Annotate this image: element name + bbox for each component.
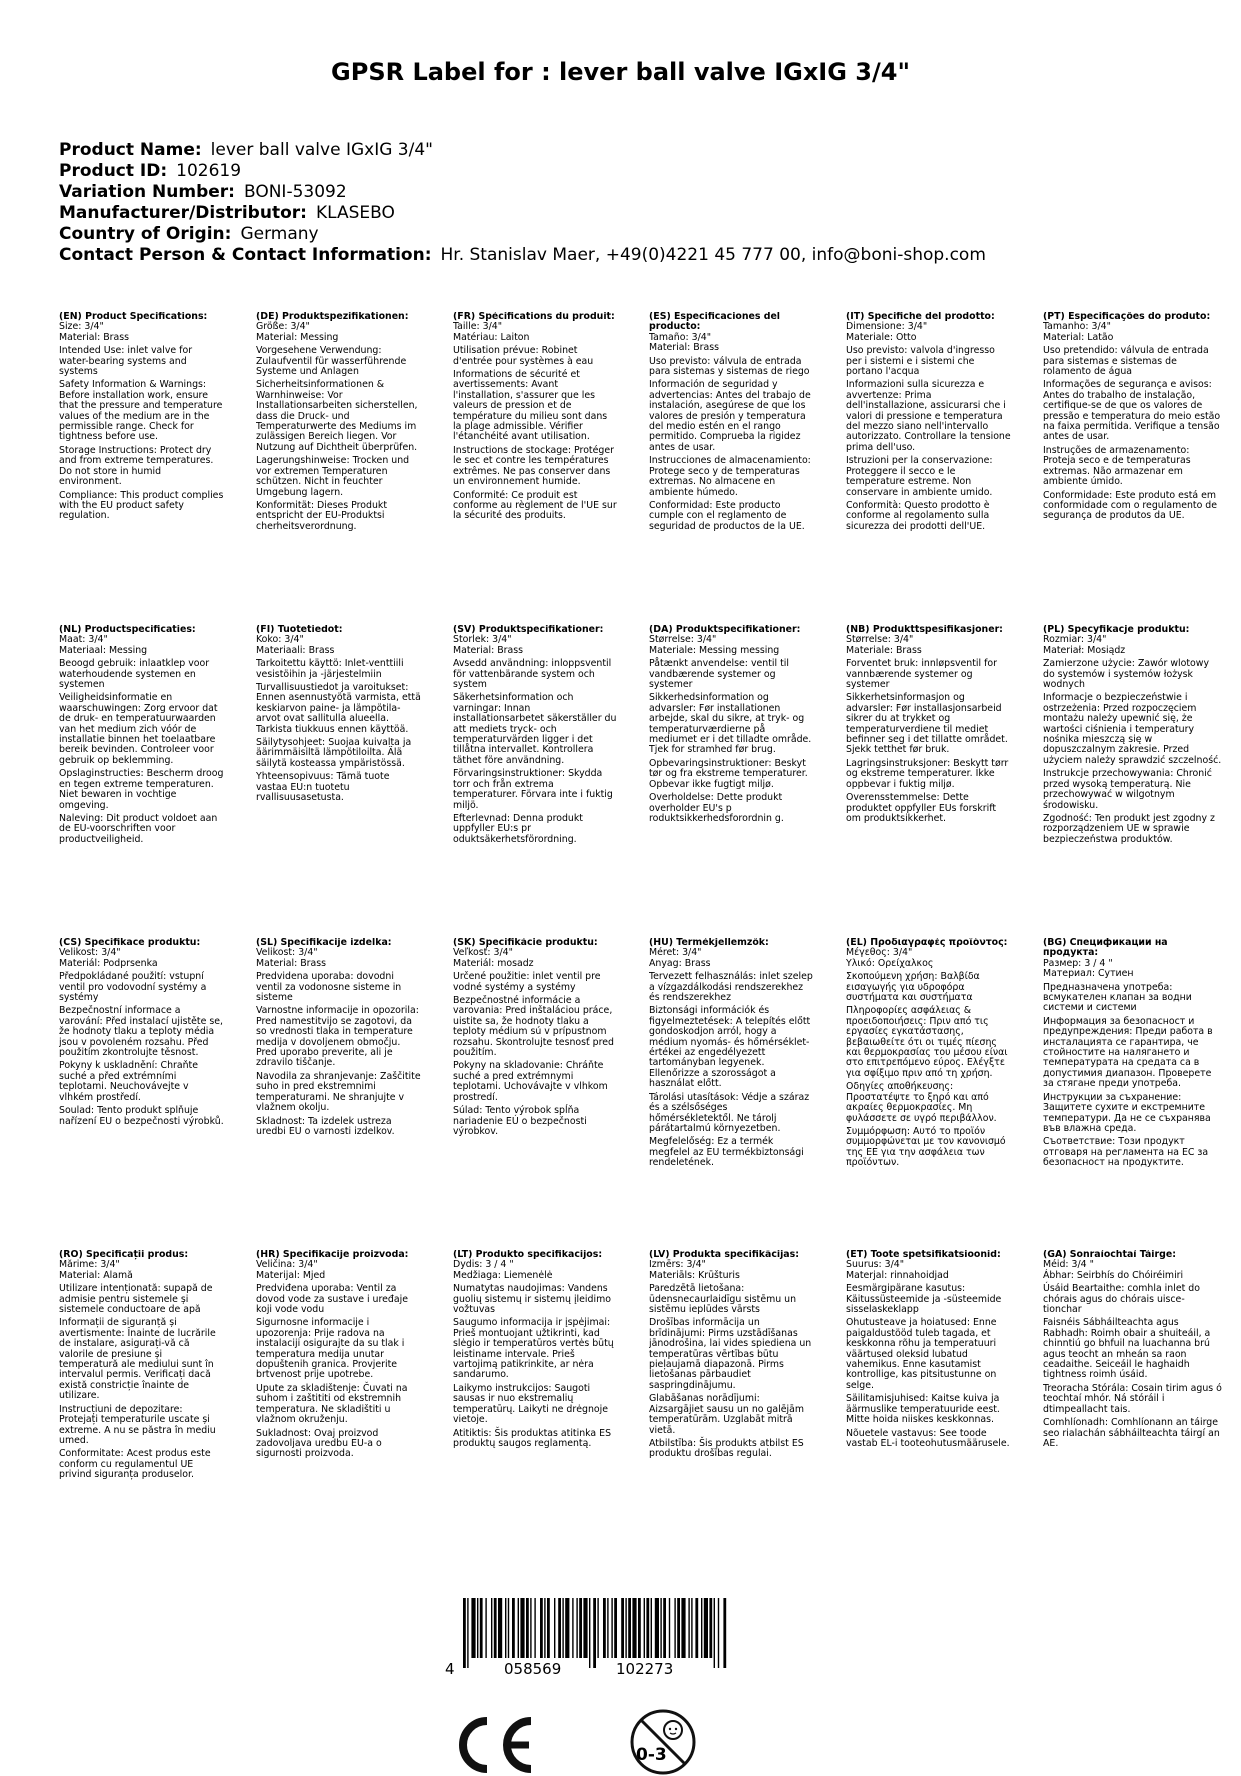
spec-line: Informações de segurança e avisos: Antes do trabalho de instalação, certifique-se de que os valores de pressão e temperatura do meio estão na faixa permitida. Verifique a tensão antes de usar. <box>1043 379 1221 443</box>
spec-line: Πληροφορίες ασφάλειας & προειδοποιήσεις: Πριν από τις εργασίες εγκατάστασης, βεβαιωθείτε ότι οι τιμές πίεσης και θερμοκρασίας του μέσου είναι στο επιτρεπόμενο εύρος. Ελέγξτε για σφίξιμο πριν από τη χρήση. <box>846 1005 1008 1079</box>
spec-line: Forventet bruk: innløpsventil for vannbærende systemer og systemer <box>846 658 997 691</box>
spec-line: Predviđena uporaba: Ventil za dovod vode za sustave i uređaje koji vode vodu <box>256 1283 408 1316</box>
spec-line: Instruções de armazenamento: Proteja seco e de temperaturas extremas. Não armazenar em ambiente úmido. <box>1043 444 1191 488</box>
spec-line: Předpokládané použití: vstupní ventil pro vodovodní systémy a systémy <box>59 971 207 1004</box>
info-row <box>59 245 1199 266</box>
info-label: Product Name: <box>59 140 202 160</box>
spec-line: Turvallisuustiedot ja varoitukset: Ennen asennustyötä varmista, että keskiarvon paine- ja lämpötila-arvot ovat sallitulla alueella. Tarkista tiukkuus ennen käyttöä. <box>256 682 421 735</box>
spec-line: Material: Brass <box>649 342 720 354</box>
spec-block <box>453 938 618 1238</box>
spec-line: Påtænkt anvendelse: ventil til vandbærende systemer og systemer <box>649 658 789 691</box>
spec-block-header: (NB) Produkttspesifikasjoner: <box>846 625 1003 635</box>
spec-line: Varnostne informacije in opozorila: Pred namestitvijo se zagotovi, da so vrednosti tlaka in temperature medija v dovoljenem območju. Pred uporabo preverite, ali je zdravilo tiščanje. <box>256 1005 419 1069</box>
spec-block <box>846 938 1011 1238</box>
spec-line: Veiligheidsinformatie en waarschuwingen: Zorg ervoor dat de druk- en temperatuurwaarden van het medium zich vóór de installatie binnen het toelaatbare bereik bevinden. Controleer voor gebruik op beklemming. <box>59 692 218 766</box>
spec-line: Koko: 3/4" <box>256 634 304 646</box>
spec-line: Conformité: Ce produit est conforme au règlement de l'UE sur la sécurité des produits. <box>453 489 617 522</box>
spec-block <box>1043 1250 1223 1550</box>
barcode-digits-right: 102273 <box>616 1660 674 1678</box>
barcode-bar <box>505 1598 506 1658</box>
spec-line: Súlad: Tento výrobok spĺňa nariadenie EÚ o bezpečnosti výrobkov. <box>453 1105 587 1137</box>
spec-line: Avsedd användning: inloppsventil för vattenbärande system och system <box>453 658 612 691</box>
spec-line: Utilisation prévue: Robinet d'entrée pour systèmes à eau <box>453 345 594 367</box>
spec-block-header: (EL) Προδιαγραφές προϊόντος: <box>846 938 1008 948</box>
barcode-bar <box>530 1598 531 1658</box>
barcode-bar <box>723 1598 726 1668</box>
barcode-bar <box>681 1598 685 1658</box>
spec-line: Rozmiar: 3/4" <box>1043 634 1107 646</box>
barcode-bar <box>480 1598 483 1658</box>
spec-line: Instrucciones de almacenamiento: Protege seco y de temperaturas extremas. No almacene en ambiente húmedo. <box>649 455 811 498</box>
spec-line: Instructions de stockage: Protéger le sec et contre les températures extrêmes. Ne pas conserver dans un environnement humide. <box>453 444 614 488</box>
spec-line: Méret: 3/4" <box>649 947 702 959</box>
spec-line: Eesmärgipärane kasutus: Käitussüsteemide ja -süsteemide sisselaskeklapp <box>846 1283 1002 1316</box>
spec-line: Drošības informācija un brīdinājumi: Pirms uzstādīšanas jānodrošina, lai vides spiediena un temperatūras vērtības būtu pieļaujamā diapazonā. Pirms lietošanas pārbaudiet saspringdinājumu. <box>649 1317 812 1391</box>
spec-line: Treoracha Stórála: Cosain tirim agus ó teochtaí mhór. Ná stóráil i dtimpeallacht tais. <box>1043 1382 1222 1415</box>
spec-line: Säkerhetsinformation och varningar: Innan installationsarbetet säkerställer du att mediets tryck- och temperaturvärden ligger i det tillåtna intervallet. Kontrollera täthet före användning. <box>453 692 617 766</box>
spec-line: Materijal: Mjed <box>256 1269 326 1281</box>
spec-line: Navodila za shranjevanje: Zaščitite suho in pred ekstremnimi temperaturami. Ne shranjujte v vlažnem okolju. <box>256 1070 421 1114</box>
spec-line: Pokyny k uskladnění: Chraňte suché a před extrémními teplotami. Neuchovávejte v vlhkém prostředí. <box>59 1060 198 1103</box>
spec-line: Bezpečnostní informace a varování: Před instalací ujistěte se, že hodnoty tlaku a teploty média jsou v povoleném rozsahu. Před použitím zkontrolujte těsnost. <box>59 1005 223 1059</box>
spec-line: Efterlevnad: Denna produkt uppfyller EU:s pr oduktsäkerhetsförordning. <box>453 812 583 845</box>
barcode-bar <box>644 1598 645 1658</box>
spec-line: Sicherheitsinformationen & Warnhinweise: Vor Installationsarbeiten sicherstellen, dass die Druck- und Temperaturwerte des Mediums im zulässigen Bereich liegen. Vor Nutzung auf Dichtheit überprüfen. <box>256 379 418 453</box>
spec-block-header: (HR) Specifikacije proizvoda: <box>256 1250 409 1260</box>
barcode-bar <box>701 1598 702 1658</box>
spec-line: Dimensione: 3/4" <box>846 321 928 333</box>
spec-line: Uso previsto: válvula de entrada para sistemas y sistemas de riego <box>649 355 810 378</box>
spec-block <box>846 1250 1011 1550</box>
spec-line: Инструкции за съхранение: Защитете сухите и екстремните температури. Да не се съхранява във влажна среда. <box>1043 1091 1211 1134</box>
spec-line: Instrukcje przechowywania: Chronić przed wysoką temperaturą. Nie przechowywać w wilgotnym środowisku. <box>1043 768 1212 811</box>
barcode-bar <box>520 1598 524 1658</box>
barcode-bar <box>691 1598 692 1658</box>
barcode-bar <box>485 1598 486 1658</box>
info-value: lever ball valve IGxIG 3/4" <box>210 140 433 160</box>
spec-line: Bezpečnostné informácie a varovania: Pred inštaláciou práce, uistite sa, že hodnoty tlaku a teploty médium sú v prípustnom rozsahu. Skontrolujte tesnosť pred použitím. <box>453 995 614 1059</box>
spec-line: Soulad: Tento produkt splňuje nařízení EU o bezpečnosti výrobků. <box>59 1105 224 1127</box>
spec-line: Materiale: Messing messing <box>649 644 780 656</box>
spec-line: Veličina: 3/4" <box>256 1259 318 1271</box>
spec-block-header: (DA) Produktspecifikationer: <box>649 625 801 635</box>
spec-line: Σκοπούμενη χρήση: Βαλβίδα εισαγωγής για υδροφόρα συστήματα και συστήματα <box>846 971 980 1004</box>
spec-line: Opslaginstructies: Bescherm droog en tegen extreme temperaturen. Niet bewaren in vochtige omgeving. <box>59 768 224 811</box>
spec-line: Sikkerhedsinformation og advarsler: Før installationen arbejde, skal du sikre, at tryk- og temperaturværdierne på mediumet er i det tilladte område. Tjek for stramhed før brug. <box>649 692 812 756</box>
spec-line: Materiale: Brass <box>846 644 922 656</box>
spec-block-header: (BG) Спецификации на продукта: <box>1043 938 1168 959</box>
barcode-bar <box>477 1598 478 1658</box>
barcode-bar <box>544 1598 545 1658</box>
spec-block-header: (EN) Product Specifications: <box>59 312 208 322</box>
spec-line: Paredzētā lietošana: ūdensnecaurlaidīgu sistēmu un sistēmu ieplūdes vārsts <box>649 1283 797 1316</box>
spec-line: Mărime: 3/4" <box>59 1259 120 1271</box>
spec-line: Conformitate: Acest produs este conform cu regulamentul UE privind siguranța produselor. <box>59 1448 211 1481</box>
barcode-bar <box>660 1598 661 1658</box>
spec-line: Materiał: Mosiądz <box>1043 644 1126 656</box>
spec-line: Numatytas naudojimas: Vandens guolių sistemų ir sistemų įleidimo vožtuvas <box>453 1283 611 1316</box>
spec-line: Istruzioni per la conservazione: Proteggere il secco e le temperature estreme. Non conservare in ambiente umido. <box>846 455 993 498</box>
spec-line: Biztonsági információk és figyelmeztetések: A telepítés előtt gondoskodjon arról, hogy a médium nyomás- és hőmérséklet-értékei az engedélyezett tartományban legyenek. Ellenőrizze a szorosságot a használat előtt. <box>649 1005 811 1090</box>
spec-block-header: (SK) Špecifikácie produktu: <box>453 938 598 948</box>
spec-line: Съответствие: Този продукт отговаря на регламента на ЕС за безопасност на продуктите. <box>1043 1136 1209 1169</box>
barcode-bar <box>467 1598 468 1668</box>
spec-line: Предназначена употреба: всмукателен клапан за водни системи и системи <box>1043 981 1192 1014</box>
spec-line: Informazioni sulla sicurezza e avvertenze: Prima dell'installazione, assicurarsi che i valori di pressione e temperatura del mezzo siano nell'intervallo autorizzato. Controllare la tensione prima dell'uso. <box>846 379 1011 453</box>
spec-block-header: (ET) Toote spetsifikatsioonid: <box>846 1250 1001 1260</box>
spec-line: Overholdelse: Dette produkt overholder EU's p roduktsikkerhedsforordnin g. <box>649 792 784 824</box>
barcode-bar <box>677 1598 680 1658</box>
spec-line: Zamierzone użycie: Zawór wlotowy do systemów i systemów łożysk wodnych <box>1043 658 1209 691</box>
spec-block <box>256 1250 421 1550</box>
barcode-bar <box>583 1598 587 1658</box>
barcode-bar <box>688 1598 689 1658</box>
spec-line: Beoogd gebruik: inlaatklep voor waterhoudende systemen en systemen <box>59 658 210 691</box>
spec-line: Säilitamisjuhised: Kaitse kuiva ja äärmuslike temperatuuride eest. Mitte hoida niiskes keskkonnas. <box>846 1393 1000 1426</box>
barcode-bars <box>463 1598 726 1668</box>
spec-line: Informacje o bezpieczeństwie i ostrzeżenia: Przed rozpoczęciem montażu należy upewnić się, że wartości ciśnienia i temperatury nośnika mieszczą się w dopuszczalnym zakresie. Przed użyciem należy sprawdzić szczelność. <box>1043 692 1222 766</box>
spec-block <box>453 625 618 925</box>
spec-line: Atitiktis: Šis produktas atitinka ES produktų saugos reglamentą. <box>453 1427 612 1449</box>
barcode-bar <box>674 1598 675 1658</box>
spec-line: Tervezett felhasználás: inlet szelep a vízgazdálkodási rendszerekhez és rendszerekhez <box>649 971 813 1004</box>
spec-line: Compliance: This product complies with the EU product safety regulation. <box>59 489 224 522</box>
spec-block-header: (SV) Produktspecifikationer: <box>453 625 604 635</box>
barcode-bar <box>646 1598 649 1658</box>
spec-line: Ohutusteave ja hoiatused: Enne paigaldustööd tuleb tagada, et keskkonna rõhu ja temperatuuri väärtused oleksid lubatud vahemikus. Enne kasutamist kontrollige, kas pitsitustunne on selge. <box>846 1317 997 1391</box>
spec-line: Zgodność: Ten produkt jest zgodny z rozporządzeniem UE w sprawie bezpieczeństwa produktów. <box>1043 812 1215 845</box>
barcode-bar <box>718 1598 719 1668</box>
spec-line: Size: 3/4" <box>59 321 104 333</box>
barcode-bar <box>597 1598 598 1658</box>
spec-block <box>846 625 1011 925</box>
page-title: GPSR Label for : lever ball valve IGxIG 3/4" <box>331 58 910 86</box>
spec-line: Taille: 3/4" <box>453 321 503 333</box>
spec-line: Velikost: 3/4" <box>256 947 318 959</box>
spec-line: Размер: 3 / 4 " <box>1043 957 1113 969</box>
spec-line: Größe: 3/4" <box>256 321 310 333</box>
barcode-bar <box>638 1598 641 1658</box>
spec-line: Naleving: Dit product voldoet aan de EU-voorschriften voor productveiligheid. <box>59 812 218 845</box>
spec-block <box>649 312 814 612</box>
info-label: Manufacturer/Distributor: <box>59 203 307 223</box>
spec-line: Vorgesehene Verwendung: Zulaufventil für wasserführende Systeme und Anlagen <box>256 345 407 378</box>
spec-line: Megfelelőség: Ez a termék megfelel az EU termékbiztonsági rendeletének. <box>649 1136 804 1169</box>
barcode-bar <box>558 1598 561 1658</box>
spec-line: Lagringsinstruksjoner: Beskytt tørr og ekstreme temperaturer. Ikke oppbevar i fuktig miljø. <box>846 757 1009 790</box>
barcode-bar <box>709 1598 712 1658</box>
spec-line: Materiál: Podprsenka <box>59 957 158 969</box>
spec-block-header: (LV) Produkta specifikācijas: <box>649 1250 799 1260</box>
barcode-bar <box>534 1598 535 1658</box>
spec-block <box>59 1250 224 1550</box>
barcode-bar <box>593 1598 596 1668</box>
spec-line: Sukladnost: Ovaj proizvod zadovoljava uredbu EU-a o sigurnosti proizvoda. <box>256 1427 382 1460</box>
barcode-bar <box>663 1598 666 1658</box>
barcode-bar <box>655 1598 659 1658</box>
spec-line: Konformität: Dieses Produkt entspricht der EU-Produktsi cherheitsverordnung. <box>256 499 388 532</box>
spec-line: Información de seguridad y advertencias: Antes del trabajo de instalación, asegúrese de que los valores de presión y temperatura del medio estén en el rango permitido. Comprueba la rigidez antes de usar. <box>649 379 811 453</box>
info-value: 102619 <box>176 161 242 181</box>
spec-line: Tamanho: 3/4" <box>1043 321 1111 333</box>
spec-block <box>1043 938 1223 1238</box>
info-value: KLASEBO <box>315 203 395 223</box>
spec-line: Material: Brass <box>256 957 327 969</box>
info-label: Contact Person & Contact Information: <box>59 245 432 265</box>
spec-line: Predvidena uporaba: dovodni ventil za vodonosne sisteme in sisteme <box>256 971 402 1004</box>
spec-line: Medžiaga: Liemenėlė <box>453 1269 553 1281</box>
spec-line: Uso pretendido: válvula de entrada para sistemas e sistemas de rolamento de água <box>1043 345 1209 378</box>
barcode-bar <box>704 1598 708 1658</box>
spec-line: Υλικό: Ορείχαλκος <box>846 957 934 969</box>
spec-line: Dydis: 3 / 4 " <box>453 1259 514 1271</box>
spec-line: Lagerungshinweise: Trocken und vor extremen Temperaturen schützen. Nicht in feuchter Umgebung lagern. <box>256 455 410 498</box>
spec-line: Μέγεθος: 3/4" <box>846 947 913 959</box>
spec-line: Materiaali: Brass <box>256 644 335 656</box>
spec-line: Informații de siguranță și avertismente: Înainte de lucrările de instalare, asigurați-vă că valorile de presiune și temperatură ale mediului sunt în intervalul permis. Verificați dacă există constricție înainte de utilizare. <box>59 1317 216 1402</box>
spec-line: Tárolási utasítások: Védje a száraz és a szélsőséges hőmérsékletektől. Ne tárolj párátartalmú környezetben. <box>649 1091 810 1134</box>
spec-line: Materiaal: Messing <box>59 644 148 656</box>
barcode-bar <box>614 1598 617 1658</box>
spec-line: Opbevaringsinstruktioner: Beskyt tør og fra ekstreme temperaturer. Opbevar ikke fugtigt miljø. <box>649 757 808 790</box>
spec-line: Sikkerhetsinformasjon og advarsler: Før installasjonsarbeid sikrer du at trykket og temperaturverdiene til mediet befinner seg i det tillatte området. Sjekk tetthet før bruk. <box>846 692 1008 756</box>
spec-line: Izmērs: 3/4" <box>649 1259 706 1271</box>
info-label: Country of Origin: <box>59 224 232 244</box>
spec-line: Συμμόρφωση: Αυτό το προϊόν συμμορφώνεται με τον κανονισμό της ΕΕ για την ασφάλεια των προϊόντων. <box>846 1125 1006 1169</box>
spec-line: Tarkoitettu käyttö: Inlet-venttiili vesistöihin ja -järjestelmiin <box>256 658 404 680</box>
barcode-bar <box>526 1598 529 1658</box>
spec-line: Størrelse: 3/4" <box>649 634 717 646</box>
spec-block <box>59 625 224 925</box>
not-for-children-0-3-icon <box>629 1708 697 1776</box>
spec-block-header: (DE) Produktspezifikationen: <box>256 312 409 322</box>
info-label: Product ID: <box>59 161 168 181</box>
spec-line: Οδηγίες αποθήκευσης: Προστατέψτε το ξηρό και από ακραίες θερμοκρασίες. Μη φυλάσσετε σε υγρό περιβάλλον. <box>846 1081 997 1124</box>
spec-line: Safety Information & Warnings: Before installation work, ensure that the pressure and temperature values of the medium are in the permissible range. Check for tightness before use. <box>59 379 223 443</box>
spec-line: Comhlíonadh: Comhlíonann an táirge seo rialachán sábháilteachta táirgí an AE. <box>1043 1417 1220 1449</box>
spec-line: Material: Latão <box>1043 331 1114 343</box>
spec-line: Saugumo informacija ir įspėjimai: Prieš montuojant užtikrinti, kad slėgio ir temperatūros vertės būtų leistiname intervale. Prieš vartojimą patikrinkite, ar nėra sandarumo. <box>453 1317 614 1381</box>
product-info <box>59 140 1199 266</box>
spec-line: Material: Messing <box>256 331 339 343</box>
spec-line: Veľkosť: 3/4" <box>453 947 513 959</box>
spec-block-header: (RO) Specificații produs: <box>59 1250 189 1260</box>
spec-line: Storlek: 3/4" <box>453 634 512 646</box>
spec-block-header: (GA) Sonraíochtaí Táirge: <box>1043 1250 1176 1260</box>
barcode-bar <box>491 1598 492 1658</box>
spec-block <box>649 625 814 925</box>
barcode-bar <box>565 1598 569 1658</box>
spec-line: Yhteensopivuus: Tämä tuote vastaa EU:n tuotetu rvallisuusasetusta. <box>256 771 390 804</box>
barcode-bar <box>625 1598 626 1658</box>
spec-line: Storage Instructions: Protect dry and from extreme temperatures. Do not store in humid environment. <box>59 444 214 488</box>
spec-line: Úsáid Beartaithe: comhla inlet do chórais agus do chórais uisce-tionchar <box>1043 1283 1200 1316</box>
info-row <box>59 140 1199 161</box>
spec-line: Förvaringsinstruktioner: Skydda torr och från extrema temperaturer. Förvara inte i fuktig miljö. <box>453 768 613 811</box>
barcode-bar <box>579 1598 582 1658</box>
spec-block-header: (FR) Spécifications du produit: <box>453 312 615 322</box>
spec-line: Material: Alamă <box>59 1269 133 1281</box>
spec-line: Størrelse: 3/4" <box>846 634 914 646</box>
spec-line: Sigurnosne informacije i upozorenja: Prije radova na instalaciji osigurajte da su tlak i temperatura medija unutar dopuštenih granica. Provjerite brtvenost prije upotrebe. <box>256 1317 405 1381</box>
spec-line: Säilytysohjeet: Suojaa kuivalta ja äärimmäisiltä lämpötiloilta. Älä säilytä kosteassa ympäristössä. <box>256 737 412 769</box>
barcode-bar <box>695 1598 698 1658</box>
spec-line: Skladnost: Ta izdelek ustreza uredbi EU o varnosti izdelkov. <box>256 1115 395 1137</box>
spec-line: Materiāls: Krūšturis <box>649 1269 740 1281</box>
spec-block-header: (PT) Especificações do produto: <box>1043 312 1211 322</box>
barcode-bar <box>554 1598 555 1658</box>
spec-line: Intended Use: inlet valve for water-bearing systems and systems <box>59 345 193 378</box>
spec-block <box>1043 312 1223 612</box>
barcode-bar <box>576 1598 577 1658</box>
spec-block <box>649 938 814 1238</box>
spec-block-header: (LT) Produkto specifikacijos: <box>453 1250 603 1260</box>
spec-block <box>256 938 421 1238</box>
spec-block-header: (PL) Specyfikacje produktu: <box>1043 625 1190 635</box>
barcode-bar <box>498 1598 502 1658</box>
spec-line: Materjal: rinnahoidjad <box>846 1269 949 1281</box>
barcode-bar <box>508 1598 509 1658</box>
barcode-digits-left: 058569 <box>504 1660 562 1678</box>
spec-line: Material: Brass <box>453 644 524 656</box>
info-value: Hr. Stanislav Maer, +49(0)4221 45 777 00, info@boni-shop.com <box>440 245 986 265</box>
spec-line: Atbilstība: Šis produkts atbilst ES produktu drošības regulai. <box>649 1437 804 1460</box>
spec-line: Pokyny na skladovanie: Chráňte suché a pred extrémnymi teplotami. Uchovávajte v vlhkom prostredí. <box>453 1060 608 1103</box>
barcode-bar <box>572 1598 573 1658</box>
barcode-bar <box>589 1598 590 1668</box>
spec-line: Utilizare intenționată: supapă de admisie pentru sistemele și sistemele conductoare de apă <box>59 1283 213 1316</box>
spec-block-header: (FI) Tuotetiedot: <box>256 625 343 635</box>
spec-line: Laikymo instrukcijos: Saugoti sausas ir nuo ekstremalių temperatūrų. Laikyti ne drėgnoje vietoje. <box>453 1382 609 1426</box>
barcode-bar <box>547 1598 550 1658</box>
spec-line: Informations de sécurité et avertissements: Avant l'installation, s'assurer que les valeurs de pression et de température du milieu sont dans la plage admissible. Vérifier l'étanchéité avant utilisation. <box>453 369 608 443</box>
spec-line: Faisnéis Sábháilteachta agus Rabhadh: Roimh obair a shuiteáil, a chinntiú go bhfuil na luachanna brú agus teocht an mheán sa raon ceadaithe. Seiceáil le haghaidh tightness roimh úsáid. <box>1043 1317 1211 1381</box>
spec-block <box>453 1250 618 1550</box>
age-label: 0-3 <box>636 1745 667 1765</box>
spec-line: Materiale: Otto <box>846 331 917 343</box>
spec-block <box>256 625 421 925</box>
spec-block-header: (CS) Specifikace produktu: <box>59 938 201 948</box>
spec-line: Conformità: Questo prodotto è conforme al regolamento sulla sicurezza dei prodotti dell'UE. <box>846 499 990 532</box>
spec-line: Určené použitie: inlet ventil pre vodné systémy a systémy <box>453 971 601 993</box>
spec-line: Anyag: Brass <box>649 957 711 969</box>
spec-line: Ábhar: Seirbhís do Chóiréimiri <box>1043 1269 1184 1281</box>
spec-block <box>256 312 421 612</box>
spec-block-header: (HU) Termékjellemzők: <box>649 938 769 948</box>
spec-line: Glabāšanas norādījumi: Aizsargājiet sausu un no galējām temperatūrām. Uzglabāt mitrā vietā. <box>649 1393 805 1436</box>
barcode-bar <box>632 1598 636 1658</box>
spec-line: Tamaño: 3/4" <box>649 331 712 343</box>
spec-line: Upute za skladištenje: Čuvati na suhom i zaštititi od ekstremnih temperatura. Ne skladištiti u vlažnom okruženju. <box>256 1382 408 1426</box>
spec-block <box>846 312 1011 612</box>
barcode-bar <box>518 1598 519 1658</box>
spec-line: Материал: Сутиен <box>1043 968 1134 980</box>
spec-line: Uso previsto: valvola d'ingresso per i sistemi e i sistemi che portano l'acqua <box>846 345 995 378</box>
spec-block-header: (NL) Productspecificaties: <box>59 625 196 635</box>
spec-line: Matériau: Laiton <box>453 331 530 343</box>
spec-line: Информация за безопасност и предупреждения: Преди работа в инсталацията се гарантира, че стойностите на налягането и температурата на средата са в допустимия диапазон. Проверете за стягане преди употреба. <box>1043 1015 1213 1090</box>
spec-line: Suurus: 3/4" <box>846 1259 905 1271</box>
spec-block <box>649 1250 814 1550</box>
spec-line: Conformidade: Este produto está em conformidade com o regulamento de segurança de produtos da UE. <box>1043 489 1218 522</box>
barcode-bar <box>621 1598 624 1658</box>
barcode-bar <box>628 1598 631 1658</box>
info-row <box>59 203 1199 224</box>
barcode-bar <box>463 1598 466 1668</box>
barcode-digit-prefix: 4 <box>445 1660 455 1678</box>
spec-line: Maat: 3/4" <box>59 634 108 646</box>
spec-block-header: (SL) Specifikacije izdelka: <box>256 938 392 948</box>
spec-line: Velikost: 3/4" <box>59 947 121 959</box>
info-value: Germany <box>240 224 319 244</box>
spec-line: Overensstemmelse: Dette produktet oppfyller EUs forskrift om produktsikkerhet. <box>846 792 997 824</box>
barcode-bar <box>607 1598 608 1658</box>
barcode-bar <box>512 1598 515 1658</box>
barcode-bar <box>611 1598 612 1658</box>
info-row <box>59 182 1199 203</box>
spec-line: Material: Brass <box>59 331 130 343</box>
spec-block-header: (ES) Especificaciones del producto: <box>649 312 781 333</box>
spec-line: Nõuetele vastavus: See toode vastab EL-i tooteohutusmäärusele. <box>846 1427 1010 1449</box>
spec-line: Instrucțiuni de depozitare: Protejați temperaturile uscate și extreme. A nu se păstra în mediu umed. <box>59 1403 216 1446</box>
spec-block <box>453 312 618 612</box>
barcode-bar <box>603 1598 606 1658</box>
info-row <box>59 224 1199 245</box>
barcode <box>441 1598 761 1678</box>
barcode-bar <box>714 1598 715 1668</box>
spec-block <box>59 938 224 1238</box>
spec-line: Conformidad: Este producto cumple con el reglamento de seguridad de productos de la UE. <box>649 499 805 532</box>
ce-mark-icon <box>455 1715 537 1775</box>
spec-line: Méid: 3/4 " <box>1043 1259 1094 1271</box>
info-value: BONI-53092 <box>243 182 347 202</box>
barcode-bar <box>540 1598 543 1658</box>
spec-block-header: (IT) Specifiche del prodotto: <box>846 312 995 322</box>
barcode-bar <box>651 1598 652 1658</box>
info-label: Variation Number: <box>59 182 235 202</box>
spec-block <box>59 312 224 612</box>
spec-block <box>1043 625 1223 925</box>
barcode-bar <box>494 1598 497 1658</box>
info-row <box>59 161 1199 182</box>
spec-line: Materiál: mosadz <box>453 957 534 969</box>
barcode-bar <box>562 1598 563 1658</box>
barcode-bar <box>471 1598 475 1658</box>
barcode-bar <box>669 1598 670 1658</box>
